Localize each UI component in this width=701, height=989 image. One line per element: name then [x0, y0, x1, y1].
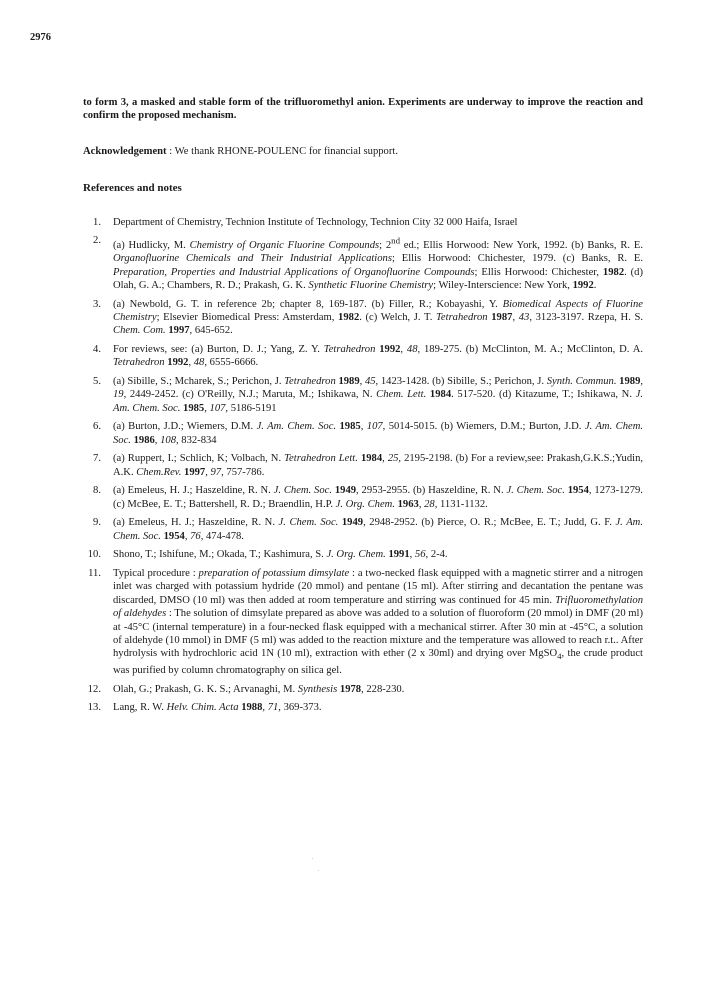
- reference-number: 8.: [93, 485, 101, 497]
- acknowledgement-text: : We thank RHONE-POULENC for financial support.: [166, 145, 398, 157]
- scan-speck: [318, 870, 319, 871]
- reference-text: (a) Hudlicky, M. Chemistry of Organic Fluorine Compounds; 2nd ed.; Ellis Horwood: New York, 1992. (b) Banks, R. E. Organofluorine Chemicals and Their Industrial Applications; Ellis Horwood: Chichester, 1979. (c) Banks, R. E. Preparation, Properties and Industrial Applications of Organofluorine Compounds; Ellis Horwood: Chichester, 1982. (d) Olah, G. A.; Chambers, R. D.; Prakash, G. K. Synthetic Fluorine Chemistry; Wiley-Interscience: New York, 1992.: [113, 235, 643, 291]
- reference-item: [83, 567, 643, 677]
- reference-number: 6.: [93, 421, 101, 433]
- reference-item: [83, 375, 643, 415]
- references-heading: References and notes: [83, 182, 182, 195]
- reference-number: 10.: [87, 549, 101, 561]
- reference-text: Department of Chemistry, Technion Institute of Technology, Technion City 32 000 Haifa, Israel: [113, 216, 518, 228]
- reference-text: (a) Emeleus, H. J.; Haszeldine, R. N. J. Chem. Soc. 1949, 2953-2955. (b) Haszeldine, R. N. J. Chem. Soc. 1954, 1273-1279. (c) McBee, E. T.; Battershell, R. D.; Braendlin, H.P. J. Org. Chem. 1963, 28, 1131-1132.: [113, 485, 643, 510]
- reference-item: [83, 683, 643, 696]
- intro-text-after: , a masked and stable form of the trifluoromethyl anion. Experiments are underway to improve the reaction and confirm the proposed mechanism.: [83, 97, 643, 122]
- reference-item: [83, 420, 643, 447]
- reference-number: 2.: [93, 235, 101, 247]
- reference-text: (a) Emeleus, H. J.; Haszeldine, R. N. J. Chem. Soc. 1949, 2948-2952. (b) Pierce, O. R.; McBee, E. T.; Judd, G. F. J. Am. Chem. Soc. 1954, 76, 474-478.: [113, 517, 643, 542]
- reference-text: Shono, T.; Ishifune, M.; Okada, T.; Kashimura, S. J. Org. Chem. 1991, 56, 2-4.: [113, 549, 448, 561]
- reference-item: [83, 701, 643, 714]
- reference-text: (a) Sibille, S.; Mcharek, S.; Perichon, J. Tetrahedron 1989, 45, 1423-1428. (b) Sibille, S.; Perichon, J. Synth. Commun. 1989, 19, 2449-2452. (c) O'Reilly, N.J.; Maruta, M.; Ishikawa, N. Chem. Lett. 1984. 517-520. (d) Kitazume, T.; Ishikawa, N. J. Am. Chem. Soc. 1985, 107, 5186-5191: [113, 375, 644, 414]
- reference-item: [83, 548, 643, 561]
- compound-number: 3: [120, 97, 127, 108]
- reference-number: 13.: [87, 702, 101, 714]
- reference-number: 1.: [93, 216, 101, 228]
- reference-item: [83, 216, 643, 229]
- intro-paragraph: [83, 96, 643, 123]
- reference-number: 12.: [87, 683, 101, 695]
- reference-number: 11.: [88, 567, 101, 579]
- reference-text: Typical procedure : preparation of potassium dimsylate : a two-necked flask equipped with a magnetic stirrer and a nitrogen inlet was charged with potassium hydride (20 mmol) and pentane (15 ml). After stirring and decantation the pentane was discarded, DMSO (10 ml) was then added at room temperature and stirring was continued for 45 min. Trifluoromethylation of aldehydes : The solution of dimsylate prepared as above was added to a solution of fluoroform (20 mmol) in DMF (20 ml) at -45°C (internal temperature) in a four-necked flask equipped with a mechanical stirrer. After 30 min at -45°C, a solution of aldehyde (10 mmol) in DMF (5 ml) was added to the reaction mixture and the temperature was allowed to reach r.t.. After hydrolysis with hydrochloric acid 1N (10 ml), extraction with ether (2 x 30ml) and drying over MgSO$_4$, the crude product was purified by column chromatography on silica gel.: [113, 567, 643, 676]
- reference-number: 4.: [93, 343, 101, 355]
- reference-text: Lang, R. W. Helv. Chim. Acta 1988, 71, 369-373.: [113, 702, 322, 714]
- reference-item: [83, 452, 643, 479]
- acknowledgement-heading: Acknowledgement: [83, 145, 167, 157]
- scan-speck: [312, 858, 313, 859]
- references-list: [83, 216, 643, 715]
- reference-number: 9.: [93, 517, 101, 529]
- page-number: 2976: [30, 32, 51, 43]
- reference-number: 5.: [93, 375, 101, 387]
- page-content: [83, 96, 643, 720]
- reference-text: (a) Burton, J.D.; Wiemers, D.M. J. Am. Chem. Soc. 1985, 107, 5014-5015. (b) Wiemers, D.M.; Burton, J.D. J. Am. Chem. Soc. 1986, 108, 832-834: [113, 421, 644, 446]
- reference-text: (a) Newbold, G. T. in reference 2b; chapter 8, 169-187. (b) Filler, R.; Kobayashi, Y. Biomedical Aspects of Fluorine Chemistry; Elsevier Biomedical Press: Amsterdam, 1982. (c) Welch, J. T. Tetrahedron 1987, 43, 3123-3197. Rzepa, H. S. Chem. Com. 1997, 645-652.: [113, 298, 644, 337]
- acknowledgement-paragraph: [83, 145, 643, 158]
- intro-text-before: to form: [83, 97, 121, 108]
- reference-item: [83, 484, 643, 511]
- reference-text: Olah, G.; Prakash, G. K. S.; Arvanaghi, M. Synthesis 1978, 228-230.: [113, 683, 405, 695]
- reference-item: [83, 298, 643, 338]
- reference-item: [83, 516, 643, 543]
- reference-text: (a) Ruppert, I.; Schlich, K; Volbach, N. Tetrahedron Lett. 1984, 25, 2195-2198. (b) For a review,see: Prakash,G.K.S.;Yudin, A.K. Chem.Rev. 1997, 97, 757-786.: [113, 453, 644, 478]
- reference-item: [83, 234, 643, 292]
- reference-item: [83, 343, 643, 370]
- reference-number: 7.: [93, 453, 101, 465]
- reference-text: For reviews, see: (a) Burton, D. J.; Yang, Z. Y. Tetrahedron 1992, 48, 189-275. (b) McClinton, M. A.; McClinton, D. A. Tetrahedron 1992, 48, 6555-6666.: [113, 343, 643, 369]
- reference-number: 3.: [93, 298, 101, 310]
